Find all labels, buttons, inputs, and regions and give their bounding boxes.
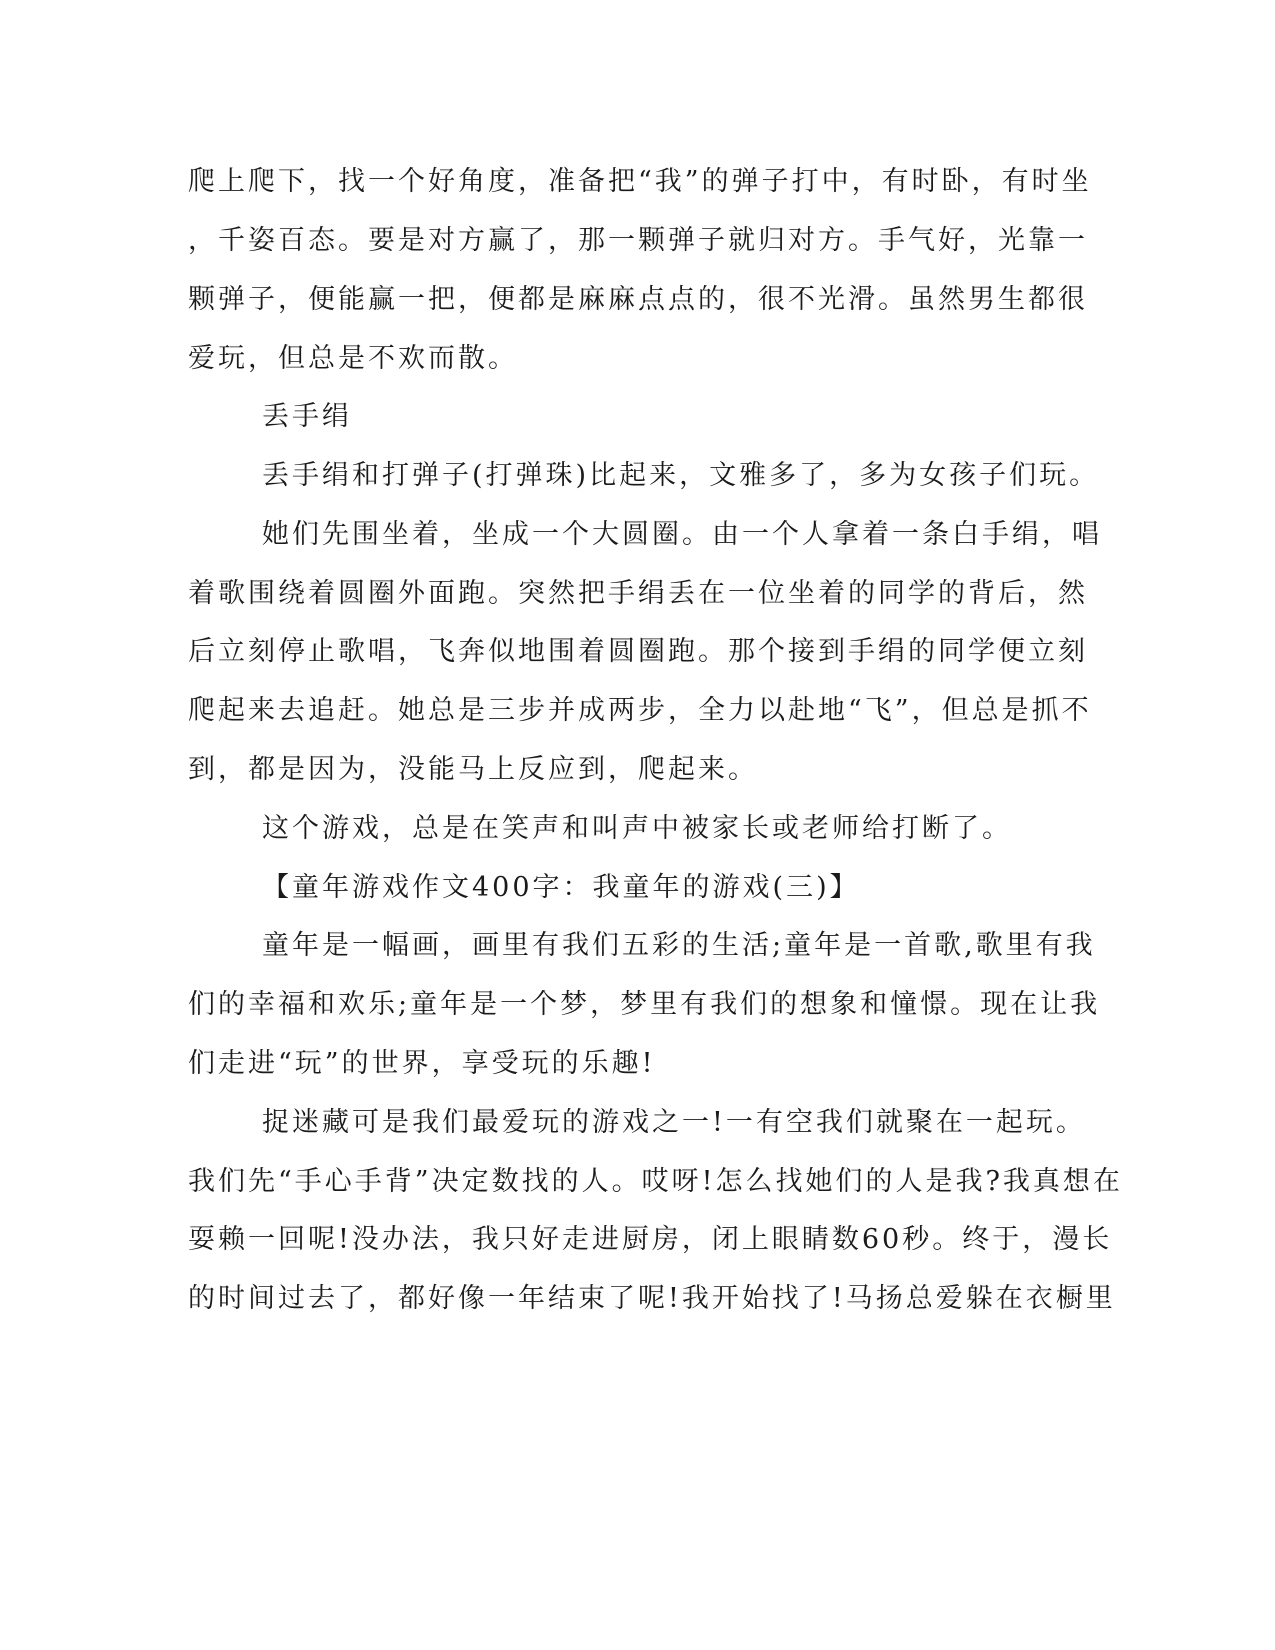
text-line: 童年是一幅画，画里有我们五彩的生活;童年是一首歌,歌里有我: [262, 930, 1096, 961]
text-line: 们走进“玩”的世界，享受玩的乐趣!: [188, 1048, 656, 1079]
text-line: 捉迷藏可是我们最爱玩的游戏之一!一有空我们就聚在一起玩。: [262, 1107, 1086, 1138]
text-line: 丢手绢和打弹子(打弹珠)比起来，文雅多了，多为女孩子们玩。: [262, 460, 1100, 491]
text-line: 着歌围绕着圆圈外面跑。突然把手绢丢在一位坐着的同学的背后，然: [188, 578, 1088, 609]
text-line: 的时间过去了，都好像一年结束了呢!我开始找了!马扬总爱躲在衣橱里: [188, 1283, 1116, 1314]
section-heading: 丢手绢: [262, 401, 352, 432]
text-line: 后立刻停止歌唱，飞奔似地围着圆圈跑。那个接到手绢的同学便立刻: [188, 636, 1088, 667]
text-line: 爬上爬下，找一个好角度，准备把“我”的弹子打中，有时卧，有时坐: [188, 166, 1092, 197]
article-title: 【童年游戏作文400字：我童年的游戏(三)】: [262, 872, 860, 903]
text-line: 们的幸福和欢乐;童年是一个梦，梦里有我们的想象和憧憬。现在让我: [188, 989, 1101, 1020]
text-line: 耍赖一回呢!没办法，我只好走进厨房，闭上眼睛数60秒。终于，漫长: [188, 1224, 1113, 1255]
text-line: 爬起来去追赶。她总是三步并成两步，全力以赴地“飞”，但总是抓不: [188, 695, 1092, 726]
text-line: 爱玩，但总是不欢而散。: [188, 343, 518, 374]
text-line: 这个游戏，总是在笑声和叫声中被家长或老师给打断了。: [262, 813, 1012, 844]
text-line: 颗弹子，便能赢一把，便都是麻麻点点的，很不光滑。虽然男生都很: [188, 284, 1088, 315]
text-line: ，千姿百态。要是对方赢了，那一颗弹子就归对方。手气好，光靠一: [188, 225, 1088, 256]
text-line: 到，都是因为，没能马上反应到，爬起来。: [188, 754, 758, 785]
text-line: 她们先围坐着，坐成一个大圆圈。由一个人拿着一条白手绢，唱: [262, 519, 1102, 550]
text-line: 我们先“手心手背”决定数找的人。哎呀!怎么找她们的人是我?我真想在: [188, 1166, 1123, 1197]
